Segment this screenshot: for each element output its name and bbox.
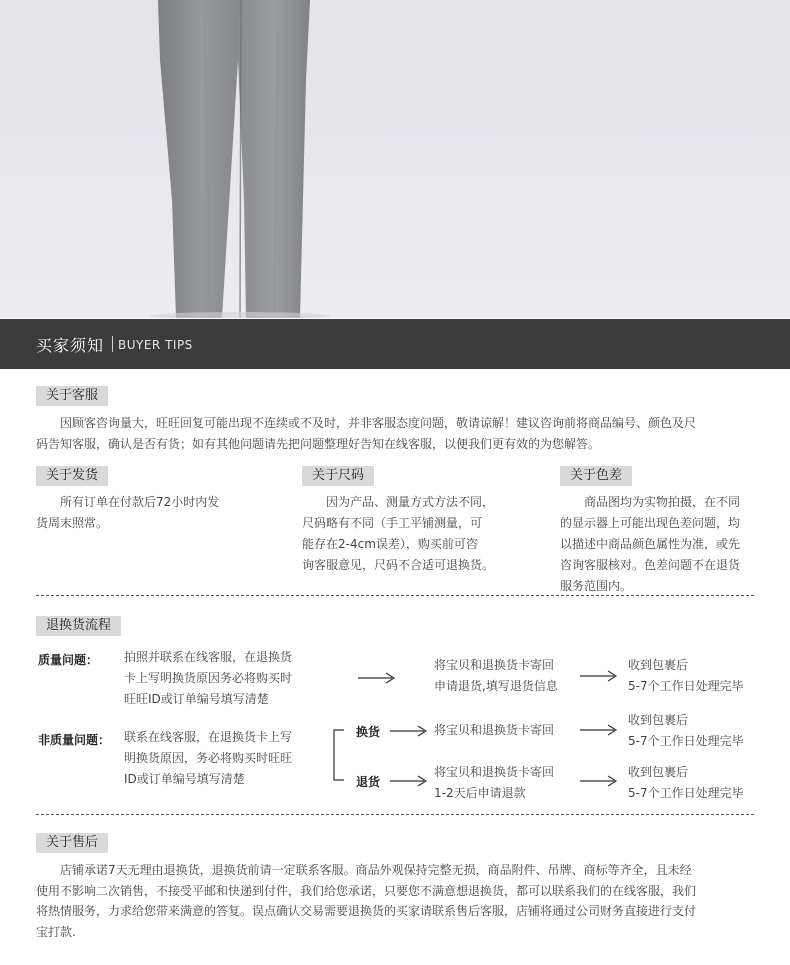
bracket-icon: [330, 720, 350, 784]
exchange-label: 换货: [356, 725, 381, 739]
text-line: 所有订单在付款后72小时内发: [36, 495, 220, 509]
buyer-tips-banner: [0, 319, 790, 369]
text-line: 收到包裹后: [628, 765, 689, 779]
arrow-right-icon: [390, 725, 430, 737]
text-line: 尺码略有不同（手工平铺测量，可: [302, 516, 483, 530]
text-line: 1-2天后申请退款: [434, 786, 526, 800]
product-photo: [0, 0, 790, 318]
size-text: [302, 492, 522, 576]
text-line: 拍照并联系在线客服，在退换货: [124, 650, 293, 664]
text-line: 码告知客服，确认是否有货；如有其他问题请先把问题整理好告知在线客服，以便我们更有效的为您解答。: [36, 437, 601, 451]
text-line: 卡上写明换货原因务必将购买时: [124, 671, 293, 685]
trousers-illustration: [0, 0, 790, 318]
text-line: 使用不影响二次销售，不接受平邮和快递到付件，我们给您承诺，只要您不满意想退换货，都可以联系我们的在线客服，我们: [36, 883, 697, 898]
text-line: 服务范围内。: [560, 579, 633, 593]
text-line: 5-7个工作日处理完毕: [628, 679, 744, 693]
text-line: 联系在线客服，在退换货卡上写: [124, 730, 293, 744]
text-line: 货周末照常。: [36, 516, 109, 530]
color-heading: 关于色差: [560, 466, 632, 486]
arrow-right-icon: [358, 672, 398, 684]
section-divider: [36, 595, 754, 596]
refund-step: [434, 762, 554, 804]
customer-service-heading: 关于客服: [36, 386, 108, 406]
text-line: 明换货原因，务必将购买时旺旺: [124, 751, 293, 765]
quality-issue-desc: [124, 647, 292, 710]
text-line: 因顾客咨询量大，旺旺回复可能出现不连续或不及时，并非客服态度问题，敬请谅解！建议咨询前将商品编号、颜色及尺: [36, 416, 697, 430]
banner-title-cn: 买家须知: [36, 336, 105, 355]
text-line: 收到包裹后: [628, 658, 689, 672]
quality-issue-label: 质量问题：: [38, 653, 99, 667]
customer-service-text: [36, 413, 766, 455]
text-line: 询客服意见，尺码不合适可退换货。: [302, 558, 495, 572]
non-quality-issue-label: 非质量问题：: [38, 733, 111, 747]
exchange-step: [434, 720, 554, 741]
text-line: 将热情服务，力求给您带来满意的答复。误点确认交易需要退换货的买家请联系售后客服，店铺将通过公司财务直接进行支付: [36, 904, 697, 918]
text-line: 申请退货,填写退货信息: [434, 679, 558, 693]
text-line: 能存在2-4cm误差），购买前可咨: [302, 537, 478, 551]
text-line: 5-7个工作日处理完毕: [628, 734, 744, 748]
text-line: 旺旺ID或订单编号填写清楚: [124, 692, 269, 706]
refund-label: 退货: [356, 775, 381, 789]
section-divider: [36, 814, 754, 815]
banner-divider: [112, 336, 113, 352]
arrow-right-icon: [580, 775, 620, 787]
text-line: 5-7个工作日处理完毕: [628, 786, 744, 800]
arrow-right-icon: [390, 775, 430, 787]
text-line: 收到包裹后: [628, 713, 689, 727]
quality-issue-step: [434, 655, 558, 697]
text-line: 将宝贝和退换货卡寄回: [434, 658, 555, 672]
text-line: 将宝贝和退换货卡寄回: [434, 765, 555, 779]
refund-result: [628, 762, 754, 804]
text-line: 将宝贝和退换货卡寄回: [434, 723, 555, 737]
arrow-right-icon: [580, 670, 620, 682]
text-line: 的显示器上可能出现色差问题，均: [560, 516, 741, 530]
text-line: 以描述中商品颜色属性为准，或先: [560, 537, 741, 551]
color-text: [560, 492, 760, 597]
text-line: 咨询客服核对。色差问题不在退货: [560, 558, 741, 572]
shipping-heading: 关于发货: [36, 466, 108, 486]
after-sales-heading: 关于售后: [36, 833, 108, 853]
after-sales-text: [36, 860, 766, 942]
text-line: 因为产品、测量方式方法不同，: [302, 495, 495, 509]
text-line: ID或订单编号填写清楚: [124, 772, 245, 786]
size-heading: 关于尺码: [302, 466, 374, 486]
text-line: 店铺承诺7天无理由退换货，退换货前请一定联系客服。商品外观保持完整无损，商品附件、吊牌、商标等齐全，且未经: [36, 863, 692, 877]
returns-heading: 退换货流程: [36, 616, 121, 636]
text-line: 宝打款.: [36, 924, 76, 939]
quality-issue-result: [628, 655, 754, 697]
non-quality-issue-desc: [124, 727, 292, 790]
shipping-text: [36, 492, 256, 534]
exchange-result: [628, 710, 754, 752]
arrow-right-icon: [580, 724, 620, 736]
text-line: 商品图均为实物拍摄，在不同: [560, 495, 741, 509]
banner-title-en: BUYER TIPS: [118, 338, 193, 352]
